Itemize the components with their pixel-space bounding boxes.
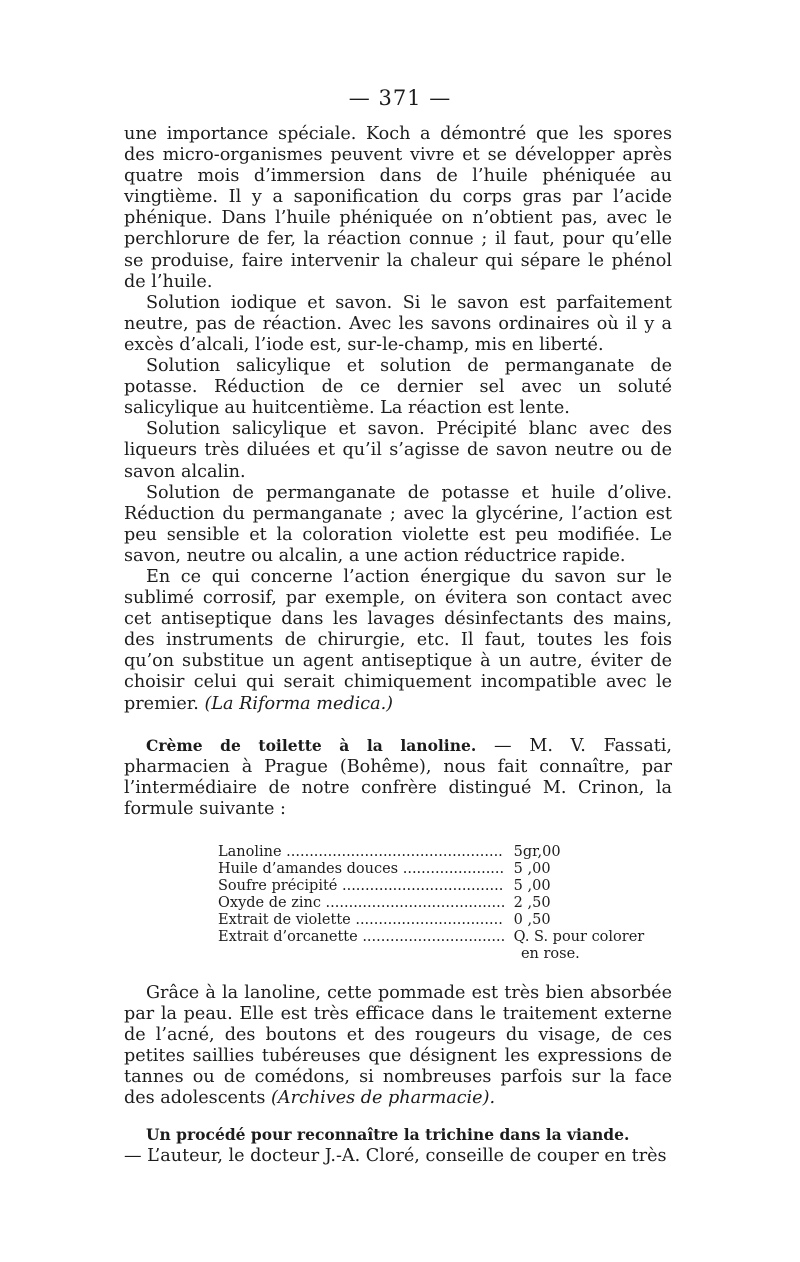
quantity: 0 ,50 (513, 912, 551, 928)
ingredient: Oxyde de zinc ..... (218, 895, 504, 912)
paragraph: une importance spéciale. Koch a démontré que les spores des micro-organismes peuvent vivre et se développer après quatre mois d’immersion dans de l’huile phéniquée au vingtième. Il y a saponification du corps gras par l’acide phénique. Dans l’huile phéniquée on n’obtient pas, avec le perchlorure de fer, la réaction connue ; il faut, pour qu’elle se produise, faire intervenir la chaleur qui sépare le phénol de l’huile. (124, 124, 672, 292)
section-title: Crème de toilette à la lanoline. (146, 735, 477, 755)
recipe-row-note (218, 946, 678, 963)
paragraph: Solution salicylique et savon. Précipité blanc avec des liqueurs très diluées et qu’il s’agisse de savon neutre ou de savon alcalin. (124, 419, 672, 482)
paragraph: Solution de permanganate de potasse et huile d’olive. Réduction du permanganate ; avec la glycérine, l’action est peu sensible et la coloration violette est peu modifiée. Le savon, neutre ou alcalin, a une action réductrice rapide. (124, 482, 672, 566)
section-intro: — M. V. Fassati, pharmacien à Prague (Bohême), nous fait connaître, par l’intermédiaire de notre confrère distingué M. Crinon, la formule suivante : (124, 735, 672, 819)
quantity: 5gr,00 (513, 844, 561, 860)
ingredient: Lanoline ..... (218, 844, 504, 861)
body-text (124, 124, 672, 1167)
paragraph: Solution salicylique et solution de permanganate de potasse. Réduction de ce dernier sel avec un soluté salicylique au huitcentième. La réaction est lente. (124, 356, 672, 419)
section-paragraph (124, 1124, 672, 1146)
recipe-row (218, 844, 678, 861)
section-title: Un procédé pour reconnaître la trichine dans la viande. (146, 1124, 630, 1144)
citation: (La Riforma medica.) (204, 693, 394, 714)
quantity: 5 ,00 (513, 861, 551, 877)
quantity: 2 ,50 (513, 895, 551, 911)
recipe-row (218, 878, 678, 895)
section-intro: — L’auteur, le docteur J.-A. Cloré, conseille de couper en très (124, 1145, 667, 1166)
ingredient: Extrait d’orcanette ..... (218, 929, 504, 946)
paragraph: Solution iodique et savon. Si le savon est parfaitement neutre, pas de réaction. Avec les savons ordinaires où il y a excès d’alcali, l’iode est, sur-le-champ, mis en liberté. (124, 292, 672, 355)
ingredient: Huile d’amandes douces ..... (218, 861, 504, 878)
quantity: 5 ,00 (513, 878, 551, 894)
recipe-row (218, 929, 678, 946)
paragraph-text: En ce qui concerne l’action énergique du savon sur le sublimé corrosif, par exemple, on évitera son contact avec cet antiseptique dans les lavages désinfectants des mains, des instruments de chirurgie, etc. Il faut, toutes les fois qu’on substitue un agent antiseptique à un autre, éviter de choisir celui qui serait chimiquement incompatible avec le premier. (124, 566, 672, 714)
paragraph-text: Grâce à la lanoline, cette pommade est très bien absorbée par la peau. Elle est très efficace dans le traitement externe de l’acné, des boutons et des rougeurs du visage, de ces petites saillies tubéreuses que désignent les expressions de tannes ou de comédons, si nombreuses parfois sur la face des adolescents (124, 983, 672, 1109)
page-number: — 371 — (348, 86, 452, 110)
recipe-note: en rose. (520, 946, 580, 962)
ingredient: Extrait de violette ..... (218, 912, 504, 929)
paragraph (124, 567, 672, 715)
citation: (Archives de pharmacie). (271, 1088, 496, 1109)
quantity: Q. S. pour colorer (513, 929, 645, 945)
recipe-row (218, 861, 678, 878)
section-paragraph (124, 735, 672, 820)
recipe-table (218, 844, 678, 963)
paragraph (124, 983, 672, 1110)
recipe-row (218, 912, 678, 929)
ingredient: Soufre précipité ..... (218, 878, 504, 895)
recipe-row (218, 895, 678, 912)
